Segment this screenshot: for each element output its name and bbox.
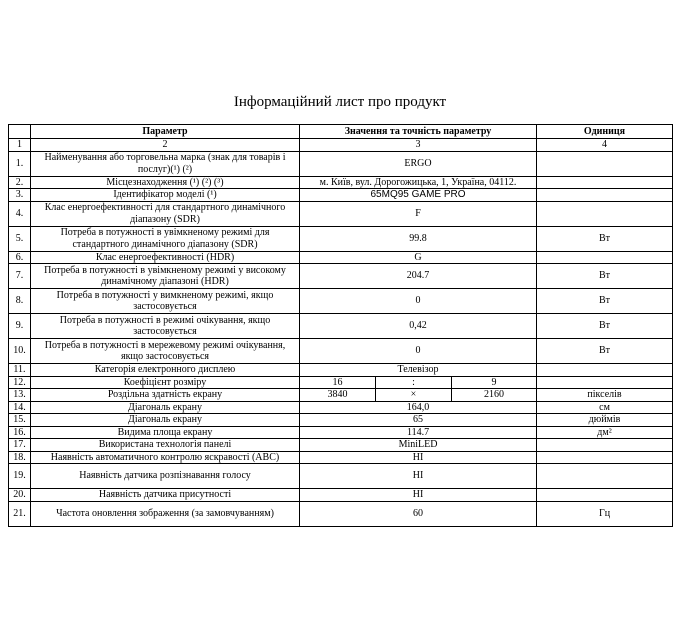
row-number-cell: 20. [9, 489, 31, 502]
parameter-cell: Використана технологія панелі [31, 439, 300, 452]
table-row [9, 339, 673, 364]
unit-cell [537, 176, 673, 189]
table-row [9, 289, 673, 314]
parameter-cell: Потреба в потужності у вимкненому режимі, якщо застосовується [31, 289, 300, 314]
value-cell: MiniLED [300, 439, 537, 452]
unit-cell [537, 251, 673, 264]
value-cell: 114.7 [300, 426, 537, 439]
value-cell: 60 [300, 501, 537, 526]
parameter-cell: Потреба в потужності в мережевому режимі очікування, якщо застосовується [31, 339, 300, 364]
unit-cell: Вт [537, 264, 673, 289]
value-cell: 99.8 [300, 226, 537, 251]
value-cell: 164,0 [300, 401, 537, 414]
parameter-cell: Клас енергоефективності (HDR) [31, 251, 300, 264]
row-number-cell: 16. [9, 426, 31, 439]
parameter-cell: Видима площа екрану [31, 426, 300, 439]
unit-cell [537, 451, 673, 464]
unit-cell [537, 201, 673, 226]
row-number-cell: 4. [9, 201, 31, 226]
row-number-cell: 11. [9, 364, 31, 377]
parameter-cell: Частота оновлення зображення (за замовчуванням) [31, 501, 300, 526]
parameter-cell: Потреба в потужності в режимі очікування, якщо застосовується [31, 314, 300, 339]
unit-cell [537, 489, 673, 502]
unit-cell: Гц [537, 501, 673, 526]
row-number-cell: 3. [9, 189, 31, 202]
header-value-cell: Значення та точність параметру [300, 125, 537, 139]
value-part-cell: : [376, 376, 452, 389]
table-row [9, 376, 673, 389]
value-cell: ERGO [300, 151, 537, 176]
row-number-cell: 10. [9, 339, 31, 364]
parameter-cell: Категорія електронного дисплею [31, 364, 300, 377]
row-number-cell: 1. [9, 151, 31, 176]
parameter-cell: Наявність автоматичного контролю яскравості (ABC) [31, 451, 300, 464]
unit-cell: дюймів [537, 414, 673, 427]
row-number-cell: 17. [9, 439, 31, 452]
table-row [9, 251, 673, 264]
unit-cell: пікселів [537, 389, 673, 402]
table-row [9, 389, 673, 402]
parameter-cell: Клас енергоефективності для стандартного динамічного діапазону (SDR) [31, 201, 300, 226]
value-cell: 65MQ95 GAME PRO [300, 189, 537, 202]
row-number-cell: 13. [9, 389, 31, 402]
parameter-cell: Діагональ екрану [31, 414, 300, 427]
unit-cell [537, 439, 673, 452]
row-number-cell: 8. [9, 289, 31, 314]
parameter-cell: Наявність датчика присутності [31, 489, 300, 502]
unit-cell: Вт [537, 339, 673, 364]
row-number-cell: 5. [9, 226, 31, 251]
row-number-cell: 14. [9, 401, 31, 414]
table-body [9, 151, 673, 526]
colnum-1-cell: 1 [9, 139, 31, 152]
value-cell: 204.7 [300, 264, 537, 289]
table-row [9, 176, 673, 189]
table-row [9, 439, 673, 452]
unit-cell: дм² [537, 426, 673, 439]
unit-cell [537, 376, 673, 389]
colnum-3-cell: 3 [300, 139, 537, 152]
unit-cell: см [537, 401, 673, 414]
value-cell: НІ [300, 464, 537, 489]
parameter-cell: Найменування або торговельна марка (знак для товарів і послуг)(¹) (²) [31, 151, 300, 176]
table-row [9, 314, 673, 339]
header-num-cell [9, 125, 31, 139]
value-cell: НІ [300, 451, 537, 464]
table-row [9, 226, 673, 251]
value-cell: G [300, 251, 537, 264]
table-header-row [9, 125, 673, 139]
parameter-cell: Наявність датчика розпізнавання голосу [31, 464, 300, 489]
value-cell: м. Київ, вул. Дорогожицька, 1, Україна, 04112. [300, 176, 537, 189]
table-row [9, 414, 673, 427]
value-part-cell: 9 [452, 376, 537, 389]
page-title: Інформаційний лист про продукт [233, 94, 447, 110]
table-row [9, 189, 673, 202]
table-row [9, 401, 673, 414]
table-row [9, 426, 673, 439]
table-row [9, 489, 673, 502]
product-info-table [8, 124, 673, 527]
row-number-cell: 15. [9, 414, 31, 427]
column-numbers-row [9, 139, 673, 152]
value-cell: F [300, 201, 537, 226]
unit-cell [537, 151, 673, 176]
value-part-cell: × [376, 389, 452, 402]
parameter-cell: Роздільна здатність екрану [31, 389, 300, 402]
unit-cell: Вт [537, 314, 673, 339]
value-part-cell: 2160 [452, 389, 537, 402]
value-cell: 0 [300, 339, 537, 364]
value-cell: Телевізор [300, 364, 537, 377]
table-row [9, 451, 673, 464]
value-cell: 0,42 [300, 314, 537, 339]
parameter-cell: Ідентифікатор моделі (¹) [31, 189, 300, 202]
unit-cell: Вт [537, 289, 673, 314]
unit-cell [537, 464, 673, 489]
parameter-cell: Потреба в потужності в увімкненому режимі у високому динамічному діапазоні (HDR) [31, 264, 300, 289]
unit-cell [537, 364, 673, 377]
row-number-cell: 12. [9, 376, 31, 389]
parameter-cell: Коефіцієнт розміру [31, 376, 300, 389]
header-unit-cell: Одиниця [537, 125, 673, 139]
colnum-4-cell: 4 [537, 139, 673, 152]
row-number-cell: 2. [9, 176, 31, 189]
parameter-cell: Місцезнаходження (¹) (²) (³) [31, 176, 300, 189]
header-parameter-cell: Параметр [31, 125, 300, 139]
row-number-cell: 18. [9, 451, 31, 464]
row-number-cell: 9. [9, 314, 31, 339]
table-row [9, 464, 673, 489]
row-number-cell: 19. [9, 464, 31, 489]
value-cell: НІ [300, 489, 537, 502]
table-row [9, 151, 673, 176]
table-row [9, 501, 673, 526]
unit-cell: Вт [537, 226, 673, 251]
value-part-cell: 16 [300, 376, 376, 389]
colnum-2-cell: 2 [31, 139, 300, 152]
row-number-cell: 7. [9, 264, 31, 289]
parameter-cell: Діагональ екрану [31, 401, 300, 414]
row-number-cell: 21. [9, 501, 31, 526]
unit-cell [537, 189, 673, 202]
table-row [9, 364, 673, 377]
table-row [9, 264, 673, 289]
value-part-cell: 3840 [300, 389, 376, 402]
row-number-cell: 6. [9, 251, 31, 264]
value-cell: 0 [300, 289, 537, 314]
value-cell: 65 [300, 414, 537, 427]
table-row [9, 201, 673, 226]
parameter-cell: Потреба в потужності в увімкненому режимі для стандартного динамічного діапазону (SDR) [31, 226, 300, 251]
